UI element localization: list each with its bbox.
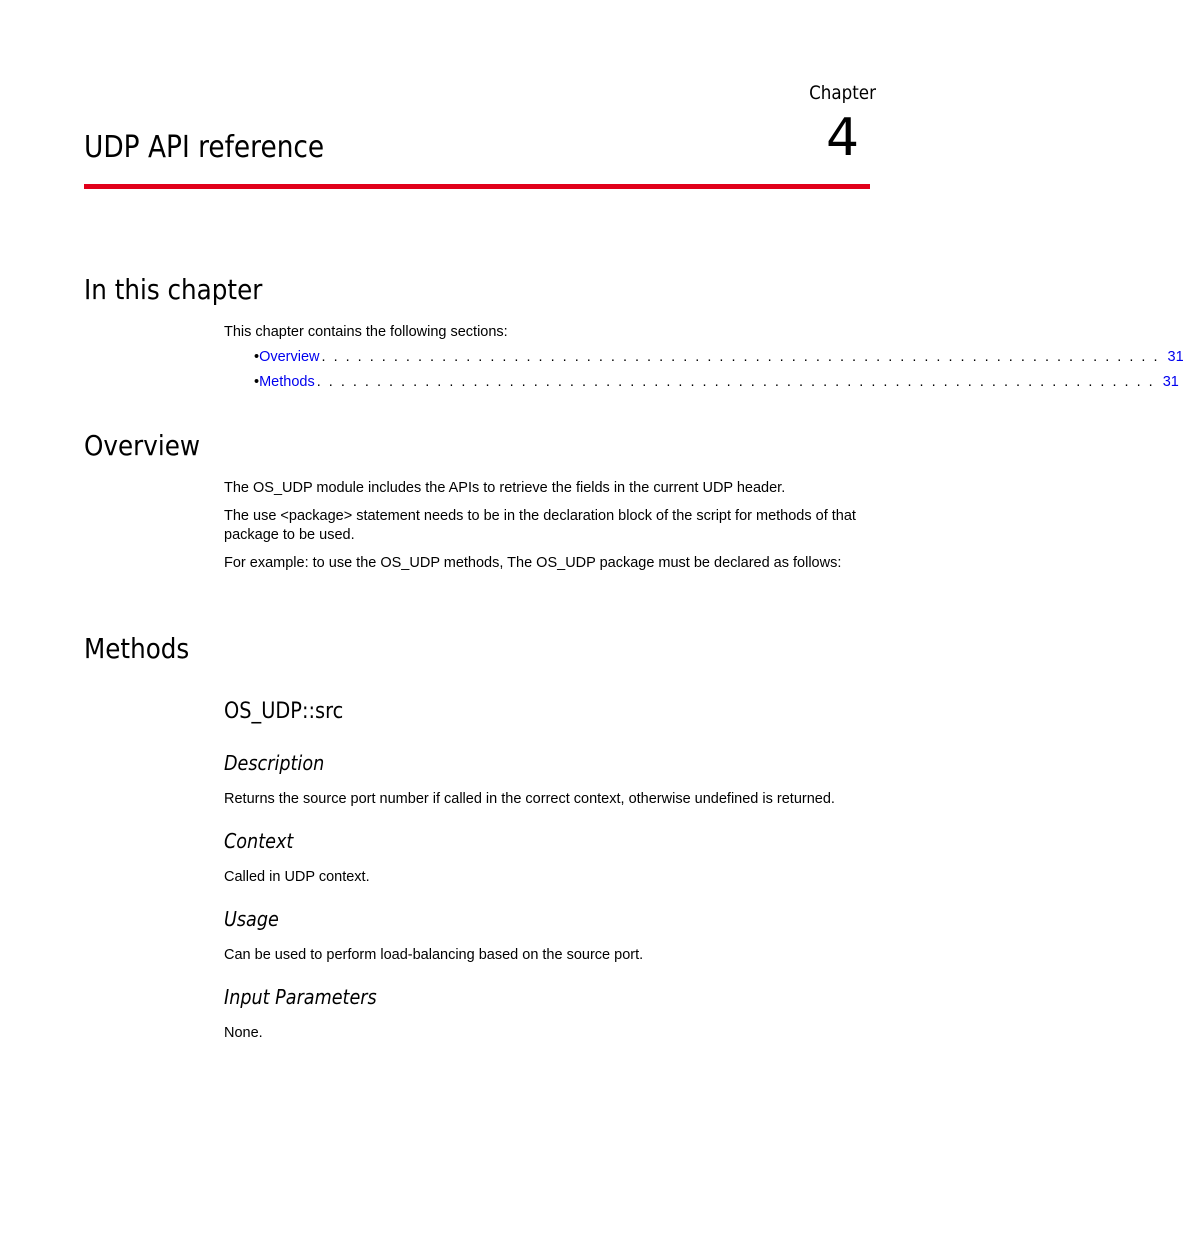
input-parameters-heading: Input Parameters: [224, 985, 377, 1009]
description-text: Returns the source port number if called in the correct context, otherwise undefined is returned.: [224, 791, 835, 807]
section-heading-overview: Overview: [84, 429, 201, 462]
overview-paragraph: For example: to use the OS_UDP methods, The OS_UDP package must be declared as follows:: [224, 555, 842, 571]
toc-item-overview: [254, 349, 1184, 374]
context-heading: Context: [224, 829, 294, 853]
bullet: •: [254, 374, 260, 390]
input-parameters-text: None.: [224, 1025, 263, 1041]
chapter-label: Chapter: [809, 82, 876, 104]
toc-link-methods[interactable]: Methods: [259, 374, 315, 390]
section-heading-in-this-chapter: In this chapter: [84, 273, 263, 306]
toc-leader: . . . . . . . . . . . . . . . . . . . . . . . . . . . . . . . . . . . . . . . . . . . . . . . . . . . . . . . . . . . . . . . . . . . . . .: [321, 349, 1160, 365]
method-name: OS_UDP::src: [224, 699, 344, 724]
overview-paragraph: The OS_UDP module includes the APIs to retrieve the fields in the current UDP header.: [224, 480, 786, 496]
toc-item-methods: [254, 374, 1179, 399]
usage-text: Can be used to perform load-balancing based on the source port.: [224, 947, 644, 963]
toc-intro: This chapter contains the following sections:: [224, 324, 508, 340]
toc-page-methods[interactable]: 31: [1162, 374, 1179, 390]
toc-leader: . . . . . . . . . . . . . . . . . . . . . . . . . . . . . . . . . . . . . . . . . . . . . . . . . . . . . . . . . . . . . . . . . . . . . .: [316, 374, 1155, 390]
section-heading-methods: Methods: [84, 632, 190, 665]
toc-page-overview[interactable]: 31: [1167, 349, 1184, 365]
bullet: •: [254, 349, 260, 365]
description-heading: Description: [224, 751, 325, 775]
chapter-title: UDP API reference: [84, 130, 325, 165]
title-rule: [84, 184, 870, 189]
toc-list: [254, 349, 1184, 399]
overview-paragraph: The use <package> statement needs to be in the declaration block of the script for methods of that package to be used.: [224, 508, 856, 543]
chapter-number: 4: [826, 108, 860, 168]
usage-heading: Usage: [224, 907, 279, 931]
toc-link-overview[interactable]: Overview: [259, 349, 320, 365]
context-text: Called in UDP context.: [224, 869, 370, 885]
